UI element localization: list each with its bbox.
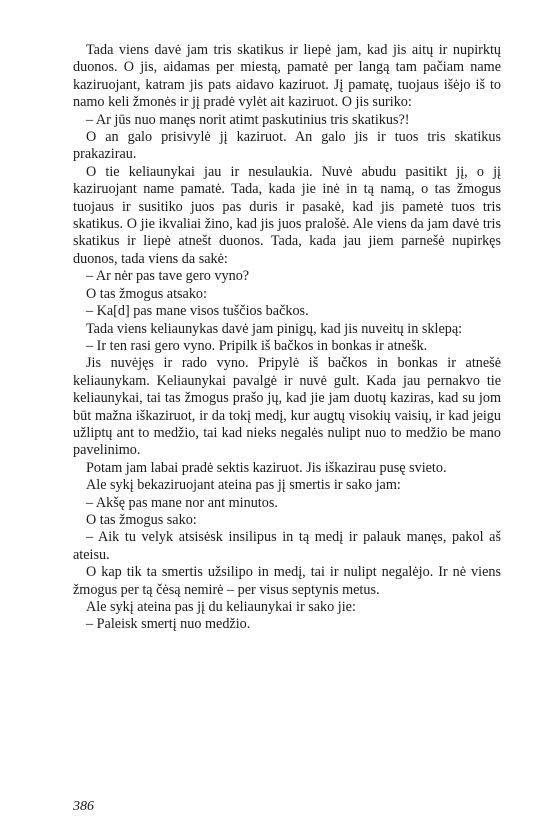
paragraph: Jis nuvėjęs ir rado vyno. Pripylė iš bačkos in bonkas ir atnešė keliaunykam. Keliaunykai pavalgė ir nuvė gult. Kada jau pernakvo tie keliaunykai, tai tas žmogus prašo jų, kad jie jam duotų kaziras, kad su jom būt mažna iškaziruot, ir da tokį medį, kur augtų visokių vaisių, ir kad jeigu užliptų ant to medžio, tai kad nieks negalės nulipt nuo to medžio be mano pavelinimo.: [73, 355, 501, 459]
paragraph: Ale sykį ateina pas jį du keliaunykai ir sako jie:: [86, 599, 356, 615]
paragraph: – Ir ten rasi gero vyno. Pripilk iš bačkos in bonkas ir atnešk.: [86, 337, 428, 354]
paragraph: – Ar nėr pas tave gero vyno?: [86, 268, 250, 285]
paragraph: – Ar jūs nuo manęs norit atimt paskutinius tris skatikus?!: [86, 111, 410, 128]
paragraph: Ale sykį bekaziruojant ateina pas jį smertis ir sako jam:: [86, 477, 401, 494]
paragraph: O kap tik ta smertis užsilipo in medį, tai ir nulipt negalėjo. Ir nė viens žmogus per tą čėsą nemirė – per visus septynis metus.: [73, 564, 501, 598]
paragraph: – Paleisk smertį nuo medžio.: [86, 616, 251, 633]
page-number: 386: [73, 799, 94, 814]
paragraph: – Ka[d] pas mane visos tuščios bačkos.: [86, 303, 309, 320]
paragraph: Potam jam labai pradė sektis kaziruot. Jis iškazirau pusę svieto.: [86, 459, 447, 476]
paragraph: – Akšę pas mane nor ant minutos.: [86, 494, 278, 511]
paragraph: – Aik tu velyk atsisėsk insilipus in tą medį ir palauk manęs, pakol aš ateisu.: [73, 529, 501, 563]
paragraph: O tas žmogus atsako:: [86, 285, 207, 302]
paragraph: O an galo prisivylė jį kaziruot. An galo jis ir tuos tris skatikus prakazirau.: [73, 129, 501, 163]
paragraph: Tada viens keliaunykas davė jam pinigų, kad jis nuveitų in sklepą:: [86, 320, 463, 337]
paragraph: Tada viens davė jam tris skatikus ir liepė jam, kad jis aitų ir nupirktų duonos. O jis, aidamas per miestą, pamatė per langą tam pačiam name kaziruojant, katram jis pats aidavo kaziruot. Jį pamatę, tuojaus išėjo iš to namo keli žmonės ir jį pradė vylėt ait kaziruot. O jis suriko:: [73, 42, 501, 111]
paragraph: O tie keliaunykai jau ir nesulaukia. Nuvė abudu pasitikt jį, o jį kaziruojant name pamatė. Tada, kada jie inė in tą namą, o tas žmogus tuojaus ir susitiko juos pas duris ir pasakė, kad jis pametė tuos tris skatikus. O jie ikvaliai žino, kad jis juos pralošė. Ale viens da jam davė tris skatikus ir liepė atnešt duonos. Tada, kada jau jiem parnešė nupirkęs duonos, tada viens da sakė:: [73, 163, 501, 267]
paragraph: O tas žmogus sako:: [86, 511, 197, 528]
page-text-body: [73, 42, 501, 634]
